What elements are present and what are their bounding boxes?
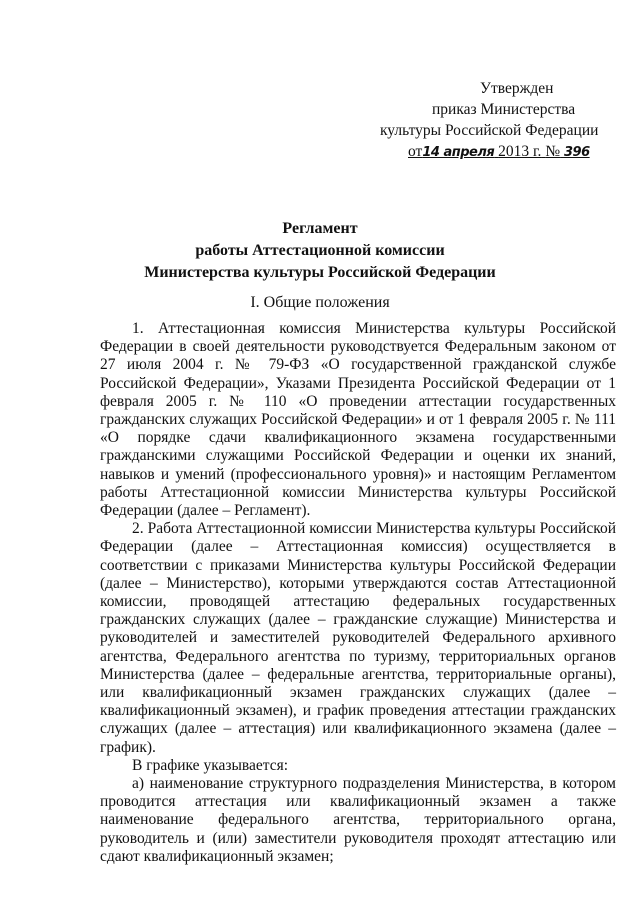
approval-line-approved: Утвержден [480,80,554,97]
approval-date-prefix: от [408,143,423,160]
paragraph-schedule-intro: В графике указывается: [132,756,289,774]
title-line-reglament: Регламент [282,220,358,237]
handwritten-date: 14 апреля [422,145,495,160]
title-line-commission: работы Аттестационной комиссии [195,242,445,259]
section-heading: I. Общие положения [250,294,390,311]
document-title [0,218,640,284]
paragraph-item-a: а) наименование структурного подразделения Министерства, в котором проводится аттестация или квалификационный экзамен а также наименование федерального агентства, территориального органа, руководитель и (или) заместители руководителя проходят аттестацию или сдают квалификационный экзамен; [100,775,616,865]
approval-stamp-block [380,78,620,163]
paragraph-2: 2. Работа Аттестационной комиссии Министерства культуры Российской Федерации (далее – Аттестационная комиссия) осуществляется в соответствии с приказами Министерства культуры Российской Федерации (далее – Министерство), которыми утверждаются состав Аттестационной комиссии, проводящей аттестацию федеральных государственных гражданских служащих (далее – гражданские служащие) Министерства и руководителей и заместителей руководителей Федерального архивного агентства, Федерального агентства по туризму, территориальных органов Министерства (далее – федеральные агентства, территориальные органы), или квалификационный экзамен гражданских служащих (далее – квалификационный экзамен), и график проведения аттестации гражданских служащих (далее – аттестация) или квалификационного экзамена (далее – график). [100,520,616,756]
handwritten-order-number: 396 [563,145,590,160]
approval-date-number-underlined [408,143,590,160]
approval-number-label: № [545,143,561,160]
title-line-ministry: Министерства культуры Российской Федерации [144,264,496,281]
approval-year: 2013 г. [498,143,542,160]
approval-line-ministry: культуры Российской Федерации [380,122,599,139]
paragraph-1: 1. Аттестационная комиссия Министерства культуры Российской Федерации в своей деятельности руководствуется Федеральным законом от 27 июля 2004 г. № 79-ФЗ «О государственной гражданской службе Российской Федерации», Указами Президента Российской Федерации от 1 февраля 2005 г. № 110 «О проведении аттестации государственных гражданских служащих Российской Федерации» и от 1 февраля 2005 г. № 111 «О порядке сдачи квалификационного экзамена государственными гражданскими служащими Российской Федерации и оценки их знаний, навыков и умений (профессионального уровня)» и настоящим Регламентом работы Аттестационной комиссии Министерства культуры Российской Федерации (далее – Регламент). [100,320,616,520]
approval-line-date-number [380,141,620,163]
document-body [100,320,616,866]
approval-line-order: приказ Министерства [432,101,576,118]
